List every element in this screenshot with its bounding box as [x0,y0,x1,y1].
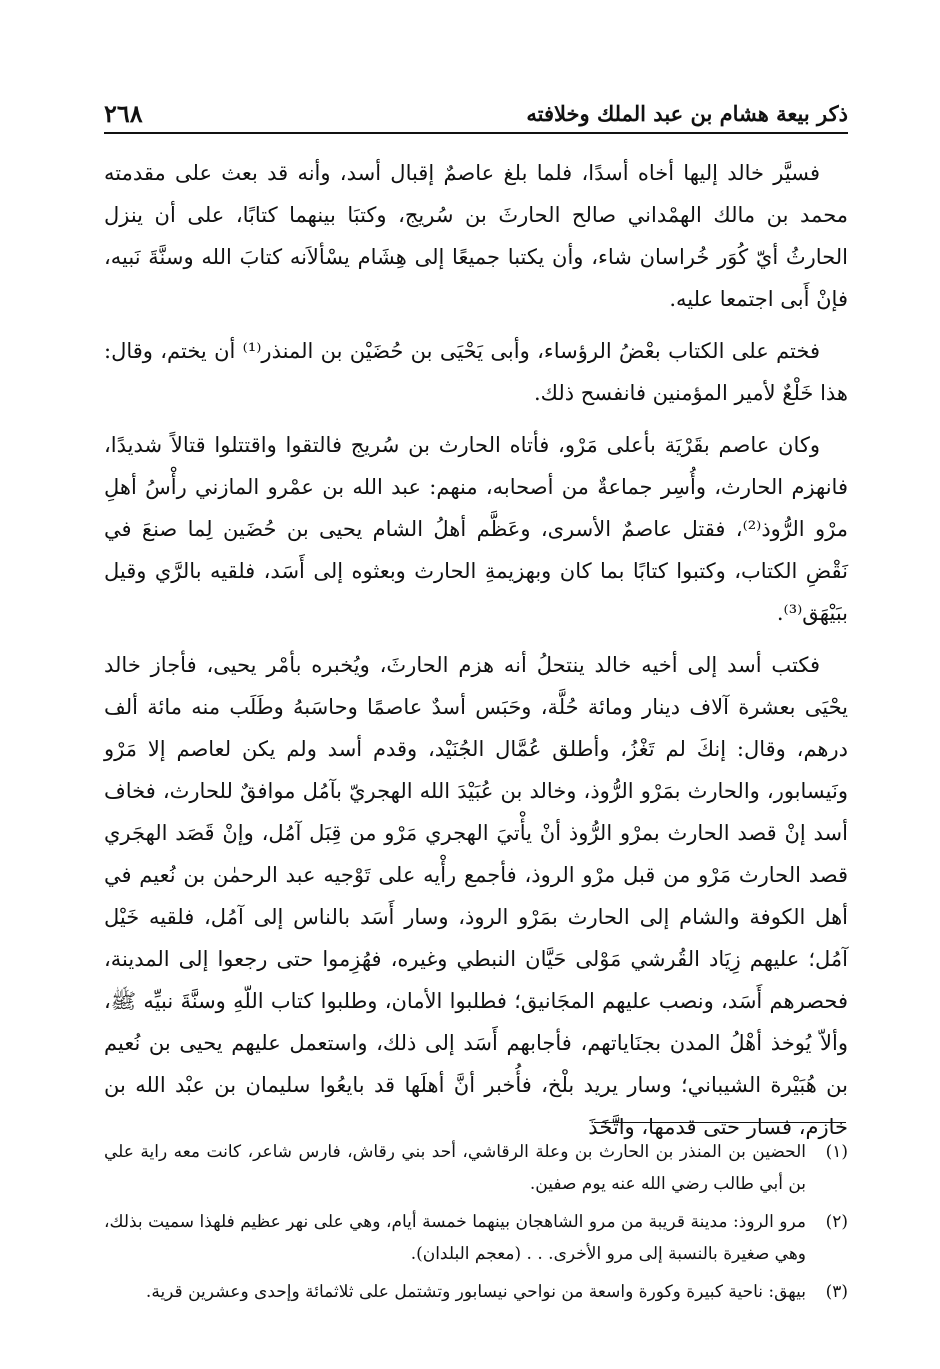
footnote [104,1276,848,1308]
footnote-number: (٣) [825,1282,848,1302]
footnote-text: الحضين بن المنذر بن الحارث بن وعلة الرقاشي، أحد بني رقاش، فارس شاعر، كانت معه راية علي بن أبي طالب رضي الله عنه يوم صفين. [104,1142,806,1194]
footnotes [104,1136,848,1314]
footnote-divider [594,1122,846,1123]
footnote-text: بيهق: ناحية كبيرة وكورة واسعة من نواحي نيسابور وتشتمل على ثلاثمائة وإحدى وعشرين قرية. [145,1282,806,1302]
paragraph: فسيَّر خالد إليها أخاه أسدًا، فلما بلغ عاصمٌ إقبال أسد، وأنه قد بعث على مقدمته محمد بن مالك الهمْداني صالح الحارثَ بن سُريج، وكتبَا بينهما كتابًا، على أن ينزل الحارثُ أيّ كُوَر خُراسان شاء، وأن يكتبا جميعًا إلى هِشَام يسْألاَنه كتابَ الله وسنَّةَ نَبيه، فإنْ أَبى اجتمعا عليه. [104,161,848,311]
running-header [104,96,848,130]
paragraph: وكان عاصم بقَرْيَة بأعلى مَرْو، فأتاه الحارث بن سُريج فالتقوا واقتتلوا قتالاً شديدًا، فانهزم الحارث، وأُسِر جماعةٌ من أصحابه، منهم: عبد الله بن عمْرو المازني رأْسُ أهلِ مرْو الرُّوذ⁽²⁾، فقتل عاصمٌ الأسرى، وعَظَّم أهلُ الشام يحيى بن حُضَين لِما صنعَ في نَقْضِ الكتاب، وكتبوا كتابًا بما كان وبهزيمةِ الحارث وبعثوه إلى أَسَد، فلقيه بالرَّي وقيل ببَيْهَق⁽³⁾. [104,433,848,625]
paragraph: فكتب أسد إلى أخيه خالد ينتحلُ أنه هزم الحارثَ، ويُخبره بأمْر يحيى، فأجاز خالد يحْيَى بعشرة آلاف دينار ومائة حُلَّة، وحَبَس أسدٌ عاصمًا وحاسَبهُ وطَلَب منه مائة ألف درهم، وقال: إنكَ لم تَغْزُ، وأطلق عُمَّال الجُنَيْد، وقدم أسد ولم يكن لعاصم إلا مَرْو ونَيسابور، والحارث بمَرْو الرُّوذ، وخالد بن عُبَيْدَ الله الهجريّ بآمُل موافقٌ للحارث، فخاف أسد إنْ قصد الحارث بمرْو الرُّوذ أنْ يأْتيَ الهجري مَرْو من قِبَل آمُل، وإنْ قَصَد الهجَري قصد الحارث مَرْو من قبل مرْو الروذ، فأجمع رأْيه على تَوْجيه عبد الرحمٰن بن نُعيم في أهل الكوفة والشام إلى الحارث بمَرْو الروذ، وسار أَسَد بالناس إلى آمُل، فلقيه خَيْل آمُل؛ عليهم زِيَاد القُرشي مَوْلى حَيَّان النبطي وغيره، فهُزِموا حتى رجعوا إلى المدينة، فحصرهم أَسَد، ونصب عليهم المجَانيق؛ فطلبوا الأمان، وطلبوا كتاب اللّهِ وسنَّةَ نبيِّه ﷺ، وألاّ يُوخذ أهْلُ المدن بجنَاياتهم، فأجابهم أَسَد إلى ذلك، واستعمل عليهم يحيى بن نُعيم بن هُبَيْرة الشيباني؛ وسار يريد بلْخ، فأُخبر أنَّ أهلَها قد بايعُوا سليمان بن عبْد الله بن خازم، فسار حتى قدمها، واتَّخَذَ [104,653,848,1139]
footnote [104,1136,848,1200]
page-number: ٢٦٨ [104,98,143,128]
footnote-number: (٢) [825,1212,848,1232]
main-text [104,152,848,1158]
paragraph: فختم على الكتاب بعْضُ الرؤساء، وأبى يَحْيَى بن حُضَيْن بن المنذر⁽¹⁾ أن يختم، وقال: هذا خَلْعٌ لأمير المؤمنين فانفسح ذلك. [104,339,848,405]
header-divider [104,132,848,134]
footnote-number: (١) [825,1142,848,1162]
footnote-text: مرو الروذ: مدينة قريبة من مرو الشاهجان بينهما خمسة أيام، وهي على نهر عظيم فلهذا سميت بذلك، وهي صغيرة بالنسبة إلى مرو الأخرى. . . (معجم البلدان). [104,1212,806,1264]
chapter-title: ذكر بيعة هشام بن عبد الملك وخلافته [526,100,848,126]
footnote [104,1206,848,1270]
